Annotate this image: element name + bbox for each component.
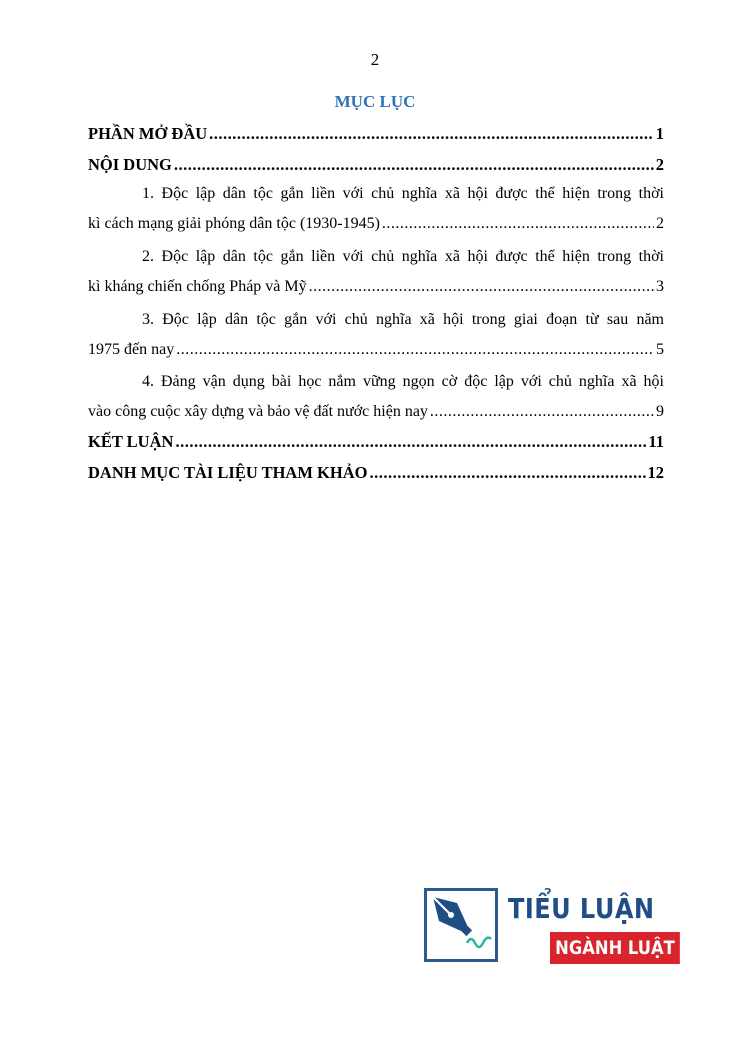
toc-entry-page: 2 (656, 215, 664, 232)
toc-title: MỤC LỤC (334, 92, 416, 111)
toc-entry-label: 1975 đến nay (88, 341, 175, 358)
toc-entry-page: 2 (655, 155, 664, 174)
toc-entry-page: 9 (656, 403, 664, 420)
toc-entry-line1: 2. Độc lập dân tộc gắn liền với chủ nghĩa xã hội được thể hiện trong thời (142, 248, 664, 265)
toc-entry-conclusion[interactable] (88, 432, 664, 452)
toc-entry-page: 1 (655, 124, 664, 143)
toc-entry-page: 11 (648, 432, 664, 451)
pen-nib-icon (424, 888, 498, 962)
toc-leader-dots (176, 340, 654, 360)
toc-entry-page: 12 (647, 463, 664, 482)
toc-entry-line2 (88, 402, 664, 422)
toc-leader-dots (369, 463, 645, 483)
toc-entry-page: 5 (656, 341, 664, 358)
toc-entry-references[interactable] (88, 463, 664, 483)
toc-entry-label: PHẦN MỞ ĐẦU (88, 124, 208, 143)
toc-entry-line2 (88, 277, 664, 297)
toc-entry-content[interactable] (88, 155, 664, 175)
logo-text-primary: TIỂU LUẬN (508, 892, 655, 925)
toc-entry-line1: 1. Độc lập dân tộc gắn liền với chủ nghĩa xã hội được thể hiện trong thời (142, 185, 664, 202)
toc-entry-intro[interactable] (88, 124, 664, 144)
page-number: 2 (370, 50, 380, 69)
brand-logo (424, 888, 675, 966)
toc-leader-dots (309, 277, 654, 297)
toc-entry-line1: 3. Độc lập dân tộc gắn với chủ nghĩa xã hội trong giai đoạn từ sau năm (142, 311, 664, 328)
toc-entry-line2 (88, 340, 664, 360)
logo-text-secondary: NGÀNH LUẬT (550, 932, 680, 964)
toc-leader-dots (174, 155, 654, 175)
toc-entry-line2 (88, 214, 664, 234)
toc-entry-page: 3 (656, 278, 664, 295)
toc-entry-label: kì kháng chiến chống Pháp và Mỹ (88, 278, 307, 295)
toc-leader-dots (382, 214, 654, 234)
toc-entry-label: DANH MỤC TÀI LIỆU THAM KHẢO (88, 463, 368, 482)
toc-entry-line1: 4. Đảng vận dụng bài học nắm vững ngọn cờ độc lập với chủ nghĩa xã hội (142, 373, 664, 390)
toc-entry-label: NỘI DUNG (88, 155, 172, 174)
toc-entry-label: vào công cuộc xây dựng và bảo vệ đất nước hiện nay (88, 403, 428, 420)
toc-leader-dots (209, 124, 654, 144)
toc-leader-dots (175, 432, 646, 452)
toc-leader-dots (430, 402, 654, 422)
toc-entry-label: KẾT LUẬN (88, 432, 174, 451)
toc-entry-label: kì cách mạng giải phóng dân tộc (1930-1945) (88, 215, 380, 232)
